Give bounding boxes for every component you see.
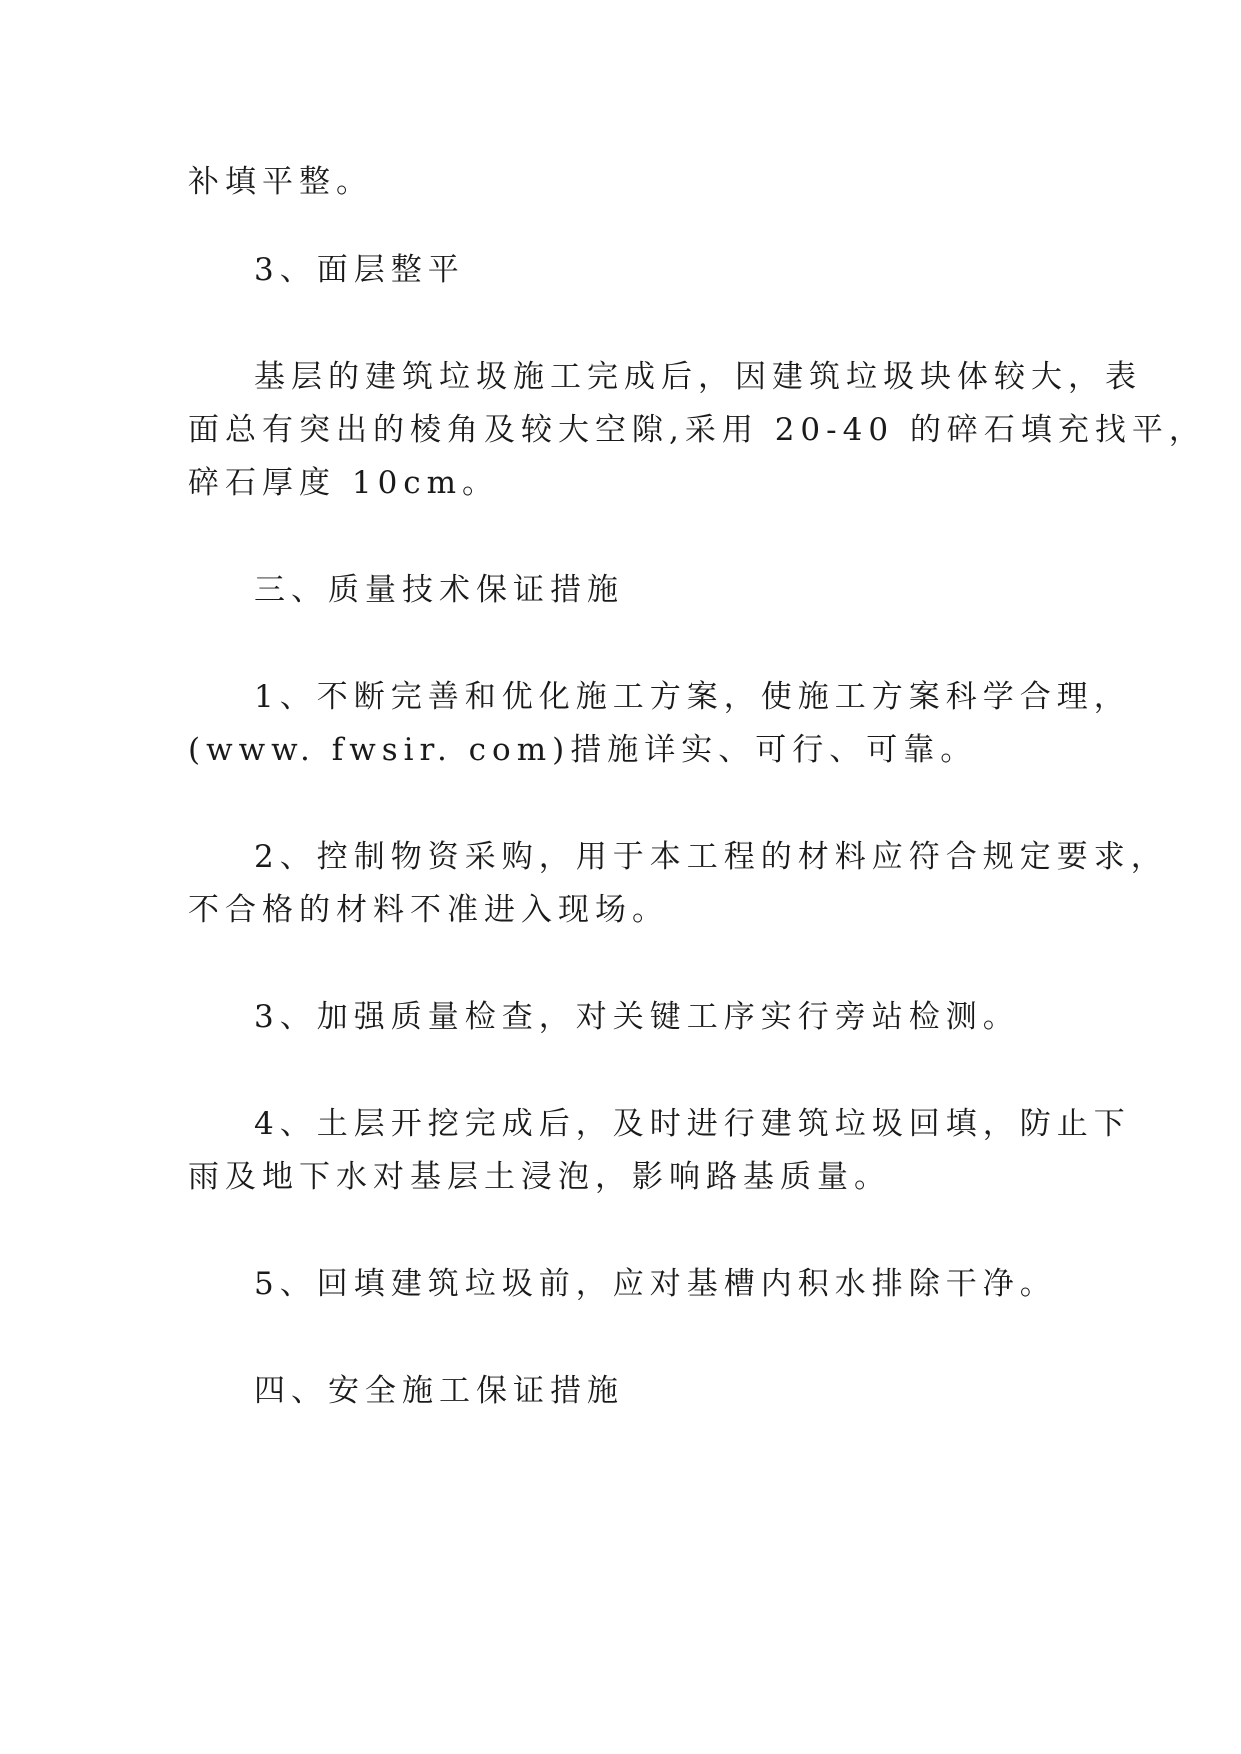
paragraph-line: 雨及地下水对基层土浸泡，影响路基质量。 [188, 1159, 891, 1195]
paragraph-line: 碎石厚度 10cm。 [188, 465, 500, 501]
paragraph-continuation-line: 补填平整。 [188, 164, 373, 200]
paragraph-line: (www. fwsir. com)措施详实、可行、可靠。 [188, 732, 978, 768]
paragraph-line: 2、控制物资采购，用于本工程的材料应符合规定要求， [254, 839, 1168, 875]
paragraph-line: 3、加强质量检查，对关键工序实行旁站检测。 [254, 999, 1020, 1035]
section-heading-line: 三、质量技术保证措施 [254, 572, 624, 608]
paragraph-line: 1、不断完善和优化施工方案，使施工方案科学合理， [254, 679, 1131, 715]
subheading-line: 3、面层整平 [254, 252, 465, 288]
paragraph-line: 基层的建筑垃圾施工完成后，因建筑垃圾块体较大，表 [254, 359, 1142, 395]
paragraph-line: 不合格的材料不准进入现场。 [188, 892, 669, 928]
paragraph-line: 5、回填建筑垃圾前，应对基槽内积水排除干净。 [254, 1266, 1057, 1302]
paragraph-line: 4、土层开挖完成后，及时进行建筑垃圾回填，防止下 [254, 1106, 1131, 1142]
section-heading-line: 四、安全施工保证措施 [254, 1373, 624, 1409]
paragraph-line: 面总有突出的棱角及较大空隙,采用 20-40 的碎石填充找平， [188, 412, 1206, 448]
